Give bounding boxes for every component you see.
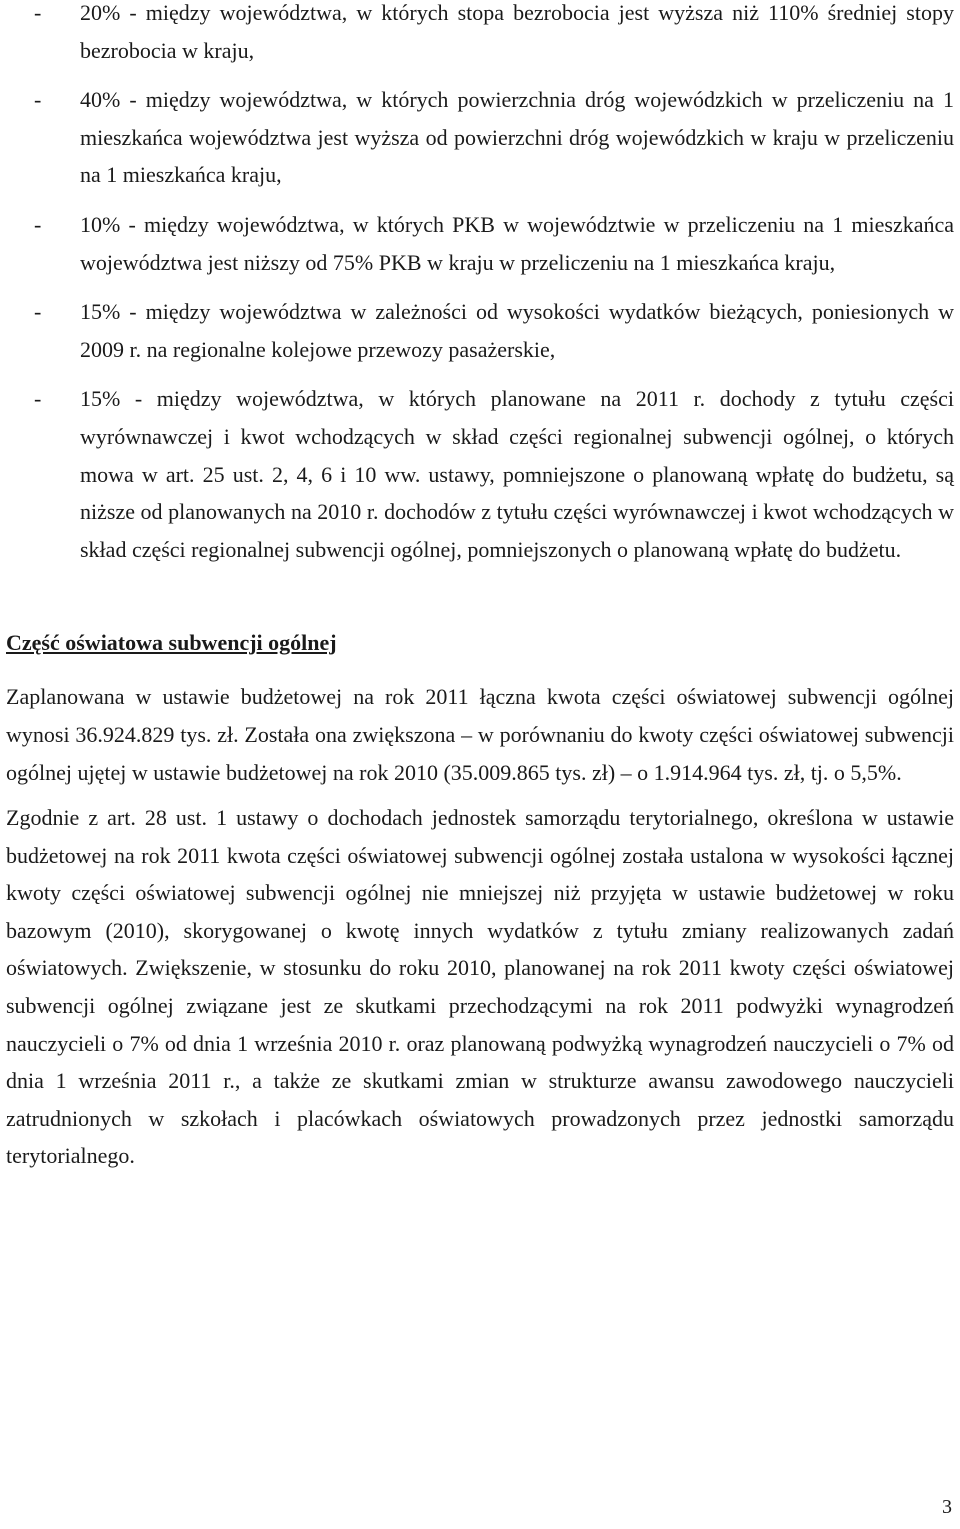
list-item-text: 10% - między województwa, w których PKB w województwie w przeliczeniu na 1 mieszkańca województwa jest niższy od 75% PKB w kraju w przeliczeniu na 1 mieszkańca kraju, — [80, 211, 954, 275]
criteria-list — [6, 0, 954, 568]
list-item-text: 40% - między województwa, w których powierzchnia dróg wojewódzkich w przeliczeniu na 1 mieszkańca województwa jest wyższa od powierzchni dróg wojewódzkich w kraju w przeliczeniu na 1 mieszkańca kraju, — [80, 87, 954, 188]
list-dash: - — [34, 299, 42, 325]
section-heading: Część oświatowa subwencji ogólnej — [6, 630, 337, 656]
page-number: 3 — [942, 1496, 952, 1518]
list-item — [6, 380, 954, 568]
paragraph-education-amount: Zaplanowana w ustawie budżetowej na rok 2011 łączna kwota części oświatowej subwencji ogólnej wynosi 36.924.829 tys. zł. Została ona zwiększona – w porównaniu do kwoty części oświatowej subwencji ogólnej ujętej w ustawie budżetowej na rok 2010 (35.009.865 tys. zł) – o 1.914.964 tys. zł, tj. o 5,5%. — [6, 684, 954, 785]
list-item — [6, 206, 954, 281]
list-item-text: 15% - między województwa, w których planowane na 2011 r. dochody z tytułu części wyrównawczej i kwot wchodzących w skład części regionalnej subwencji ogólnej, o których mowa w art. 25 ust. 2, 4, 6 i 10 ww. ustawy, pomniejszone o planowaną wpłatę do budżetu, są niższe od planowanych na 2010 r. dochodów z tytułu części wyrównawczej i kwot wchodzących w skład części regionalnej subwencji ogólnej, pomniejszonych o planowaną wpłatę do budżetu. — [80, 386, 954, 562]
list-item-text: 15% - między województwa w zależności od wysokości wydatków bieżących, poniesionych w 2009 r. na regionalne kolejowe przewozy pasażerskie, — [80, 299, 954, 362]
list-dash: - — [34, 386, 42, 412]
document-page — [6, 0, 954, 1183]
list-item — [6, 81, 954, 194]
list-item-text: 20% - między województwa, w których stopa bezrobocia jest wyższa niż 110% średniej stopy bezrobocia w kraju, — [80, 0, 954, 63]
list-dash: - — [34, 87, 42, 113]
list-item — [6, 293, 954, 368]
list-dash: - — [34, 0, 42, 25]
paragraph-legal-basis: Zgodnie z art. 28 ust. 1 ustawy o dochodach jednostek samorządu terytorialnego, określona w ustawie budżetowej na rok 2011 kwota części oświatowej subwencji ogólnej została ustalona w wysokości łącznej kwoty części oświatowej subwencji ogólnej nie mniejszej niż przyjęta w ustawie budżetowej w roku bazowym (2010), skorygowanej o kwotę innych wydatków z tytułu zmiany realizowanych zadań oświatowych. Zwiększenie, w stosunku do roku 2010, planowanej na rok 2011 kwoty części oświatowej subwencji ogólnej związane jest ze skutkami przechodzącymi na rok 2011 podwyżki wynagrodzeń nauczycieli o 7% od dnia 1 września 2010 r. oraz planowaną podwyżką wynagrodzeń nauczycieli o 7% od dnia 1 września 2011 r., a także ze skutkami zmian w strukturze awansu zawodowego nauczycieli zatrudnionych w szkołach i placówkach oświatowych prowadzonych przez jednostki samorządu terytorialnego. — [6, 805, 954, 1169]
list-item — [6, 0, 954, 69]
list-dash: - — [34, 211, 42, 237]
